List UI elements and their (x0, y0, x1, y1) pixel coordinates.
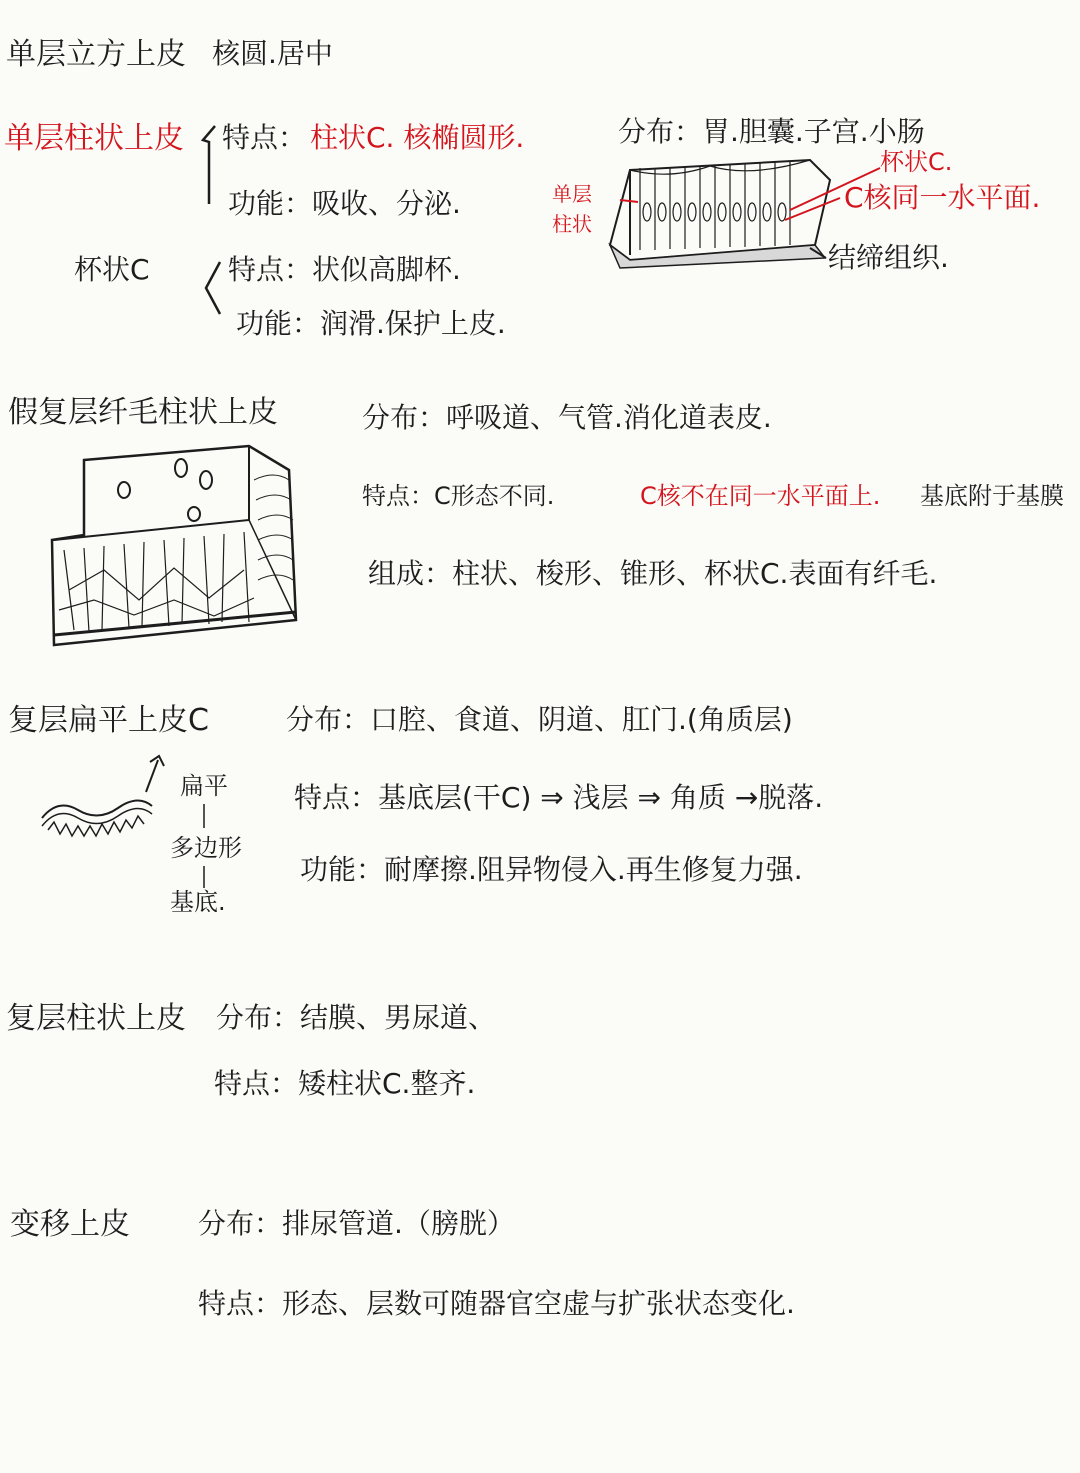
function-stratified-squamous: 功能：耐摩擦.阻异物侵入.再生修复力强. (300, 853, 803, 886)
goblet-function: 功能：润滑.保护上皮. (236, 307, 506, 340)
diagram-leader-lines (590, 150, 890, 270)
layer-label-basal: 基底. (170, 888, 226, 916)
feature-red: 柱状C. 核椭圆形. (310, 121, 525, 154)
distribution-stratified-squamous: 分布：口腔、食道、阴道、肛门.(角质层) (286, 703, 793, 736)
title-pseudostratified: 假复层纤毛柱状上皮 (8, 395, 278, 430)
stratified-squamous-diagram (38, 748, 178, 838)
distribution-transitional: 分布：排尿管道.（膀胱） (198, 1207, 515, 1240)
title-stratified-columnar: 复层柱状上皮 (6, 1001, 186, 1036)
diagram-label-nucleus: C核同一水平面. (844, 181, 1041, 214)
diagram-label-goblet: 杯状C. (880, 148, 953, 176)
feature-stratified-columnar: 特点：矮柱状C.整齐. (214, 1067, 476, 1100)
brace-icon-goblet (198, 258, 228, 318)
distribution-simple-columnar: 分布：胃.胆囊.子宫.小肠 (618, 115, 925, 148)
composition-pseudostratified: 组成：柱状、梭形、锥形、杯状C.表面有纤毛. (368, 557, 938, 590)
title-transitional: 变移上皮 (10, 1207, 130, 1242)
title-simple-columnar: 单层柱状上皮 (4, 121, 184, 156)
diagram-label-tissue: 结缔组织. (828, 241, 949, 274)
feature-pseudostratified-tail: 基底附于基膜 (920, 482, 1064, 510)
diagram-label-left-1: 单层 (552, 182, 592, 206)
goblet-title: 杯状C (74, 253, 150, 286)
title-simple-cuboidal: 单层立方上皮 (6, 37, 186, 72)
feature-label: 特点： (222, 121, 307, 154)
feature-pseudostratified-red: C核不在同一水平面上. (640, 482, 881, 510)
note-simple-cuboidal: 核圆.居中 (212, 37, 333, 70)
function-simple-columnar: 功能：吸收、分泌. (228, 187, 461, 220)
pseudostratified-diagram (44, 440, 314, 650)
layer-label-polygon: 多边形 (170, 834, 242, 862)
feature-pseudostratified-label: 特点：C形态不同. (362, 482, 555, 510)
feature-stratified-squamous: 特点：基底层(干C) ⇒ 浅层 ⇒ 角质 →脱落. (294, 781, 824, 814)
feature-transitional: 特点：形态、层数可随器官空虚与扩张状态变化. (198, 1287, 795, 1320)
layer-label-flat: 扁平 (180, 772, 228, 800)
title-stratified-squamous: 复层扁平上皮C (8, 703, 209, 738)
distribution-stratified-columnar: 分布：结膜、男尿道、 (216, 1001, 497, 1034)
layer-connector (200, 804, 210, 894)
brace-icon (195, 118, 225, 208)
goblet-feature: 特点：状似高脚杯. (228, 253, 461, 286)
distribution-pseudostratified: 分布：呼吸道、气管.消化道表皮. (362, 401, 772, 434)
diagram-label-left-2: 柱状 (552, 212, 592, 236)
